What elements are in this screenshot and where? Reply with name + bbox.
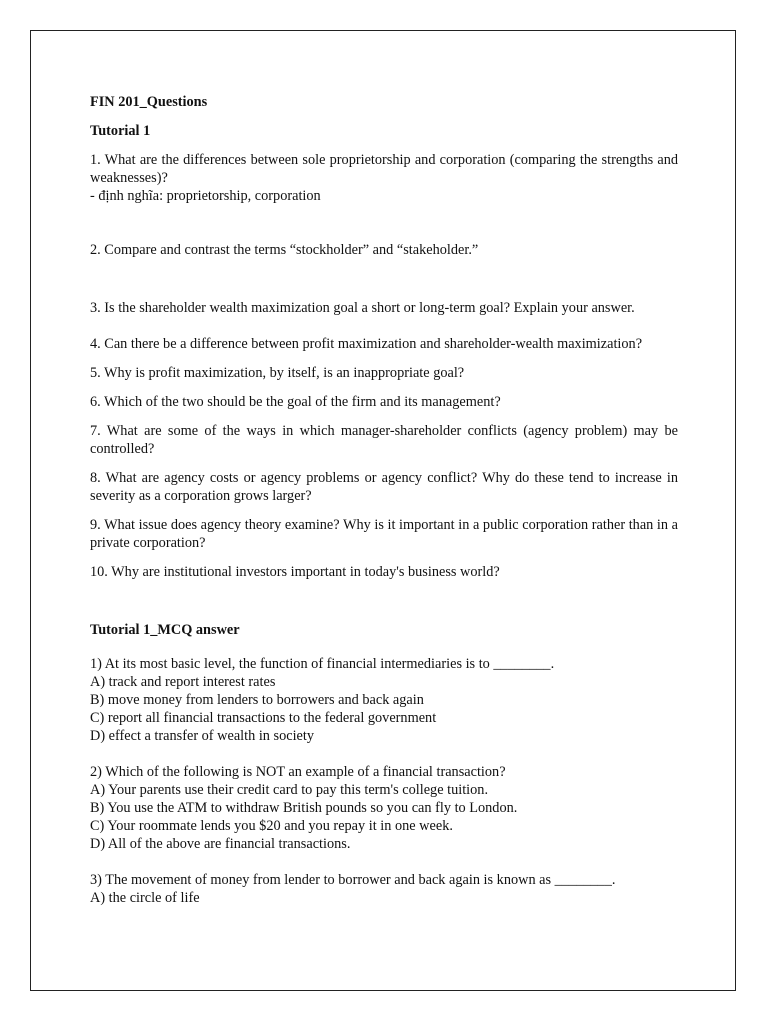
mcq-3-option-a: A) the circle of life [90, 890, 200, 906]
question-4: 4. Can there be a difference between profit maximization and shareholder-wealth maximization? [90, 336, 643, 352]
mcq-question-3 [90, 871, 678, 907]
mcq-2-option-a: A) Your parents use their credit card to pay this term's college tuition. [90, 782, 489, 798]
mcq-1-stem: 1) At its most basic level, the function of financial intermediaries is to ________. [90, 656, 555, 672]
document-page [30, 30, 736, 991]
mcq-question-2 [90, 763, 678, 853]
mcq-1-option-c: C) report all financial transactions to the federal government [90, 710, 437, 726]
mcq-1-option-b: B) move money from lenders to borrowers and back again [90, 692, 424, 708]
mcq-3-stem: 3) The movement of money from lender to borrower and back again is known as ________. [90, 872, 616, 888]
question-3: 3. Is the shareholder wealth maximization goal a short or long-term goal? Explain your answer. [90, 300, 635, 316]
question-1: 1. What are the differences between sole proprietorship and corporation (comparing the strengths and weaknesses)? [90, 152, 678, 186]
question-10: 10. Why are institutional investors important in today's business world? [90, 564, 500, 580]
mcq-heading: Tutorial 1_MCQ answer [90, 622, 240, 638]
mcq-2-option-b: B) You use the ATM to withdraw British pounds so you can fly to London. [90, 800, 518, 816]
mcq-1-option-a: A) track and report interest rates [90, 674, 276, 690]
tutorial-heading: Tutorial 1 [90, 123, 151, 139]
mcq-1-option-d: D) effect a transfer of wealth in society [90, 728, 315, 744]
mcq-2-option-c: C) Your roommate lends you $20 and you repay it in one week. [90, 818, 453, 834]
question-2: 2. Compare and contrast the terms “stockholder” and “stakeholder.” [90, 242, 479, 258]
question-9: 9. What issue does agency theory examine? Why is it important in a public corporation rather than in a private corporation? [90, 517, 678, 551]
mcq-question-1 [90, 655, 678, 745]
question-6: 6. Which of the two should be the goal of the firm and its management? [90, 394, 501, 410]
question-5: 5. Why is profit maximization, by itself, is an inappropriate goal? [90, 365, 465, 381]
question-1-note: - định nghĩa: proprietorship, corporation [90, 188, 321, 204]
document-title: FIN 201_Questions [90, 94, 208, 110]
mcq-2-stem: 2) Which of the following is NOT an example of a financial transaction? [90, 764, 506, 780]
mcq-2-option-d: D) All of the above are financial transactions. [90, 836, 351, 852]
question-8: 8. What are agency costs or agency problems or agency conflict? Why do these tend to increase in severity as a corporation grows larger? [90, 470, 678, 504]
document-content [90, 93, 678, 907]
question-7: 7. What are some of the ways in which manager-shareholder conflicts (agency problem) may be controlled? [90, 423, 678, 457]
